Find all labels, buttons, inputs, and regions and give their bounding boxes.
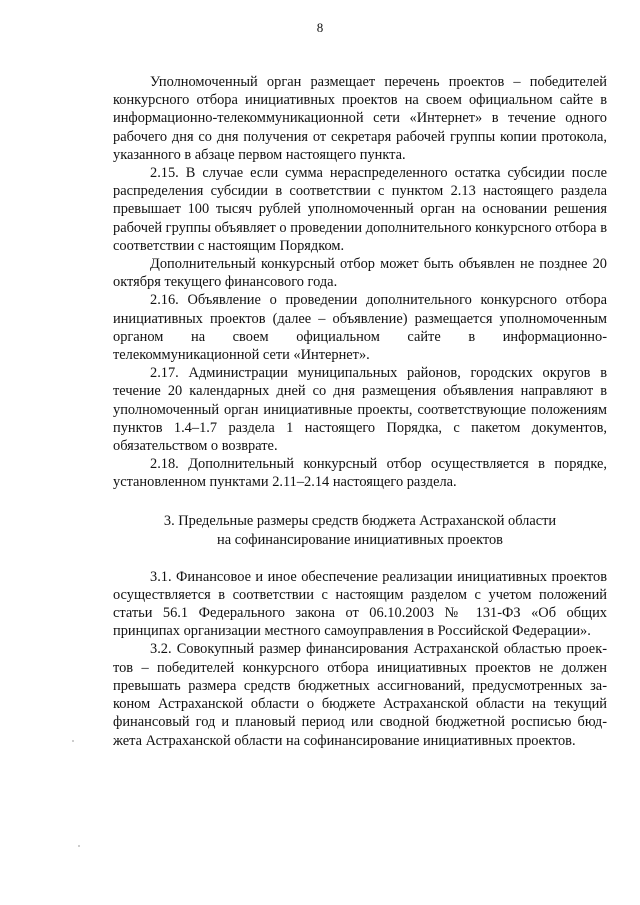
paragraph-2-18: 2.18. Дополнительный конкурсный отбор осуществляется в порядке, установленном пунктами 2.11–2.14 настоящего раздела.	[113, 456, 607, 491]
section-3-heading-line-1: 3. Предельные размеры средств бюджета Астраханской области	[163, 512, 557, 529]
paragraph-publish-list: Уполномоченный орган размещает перечень проектов – победителей конкурсного отбора инициативных проектов на своем официальном сайте в информационно-телекоммуникационной сети «Интернет» в течение одного рабочего дня со дня получения от секретаря рабочей группы копии протокола, указанного в абзаце первом настоящего пункта.	[113, 74, 607, 163]
section-3-heading-line-2: на софинансирование инициативных проектов	[217, 531, 503, 548]
paragraph-additional-deadline: Дополнительный конкурсный отбор может быть объявлен не позднее 20 октября текущего финансового года.	[113, 256, 607, 291]
section-3-heading	[113, 512, 607, 550]
paragraph-2-16: 2.16. Объявление о проведении дополнительного конкурсного отбора инициативных проектов (далее – объявление) размещается уполномоченным органом на своем официальном сайте в информационно-телекоммуникационной сети «Интернет».	[113, 292, 607, 364]
paragraph-3-2: 3.2. Совокупный размер финансирования Астраханской областью проектов – победителей конкурсного отбора инициативных проектов не должен превышать размера средств бюджетных ассигнований, предусмотренных законом Астраханской области о бюджете Астраханской области на текущий финансовый год и плановый период или сводной бюджетной росписью бюджета Астраханской области на софинансирование инициативных проектов.	[113, 641, 607, 749]
paragraph-2-17: 2.17. Администрации муниципальных районов, городских округов в течение 20 календарных дней со дня размещения объявления направляют в уполномоченный орган инициативные проекты, соответствующие положениям пунктов 1.4–1.7 раздела 1 настоящего Порядка, с пакетом документов, обязательством о возврате.	[113, 365, 607, 455]
scan-speck	[72, 740, 74, 742]
paragraph-3-1: 3.1. Финансовое и иное обеспечение реализации инициативных проектов осуществляется в соответствии с настоящим разделом с учетом положений статьи 56.1 Федерального закона от 06.10.2003 № 131-ФЗ «Об общих принципах организации местного самоуправления в Российской Федерации».	[113, 568, 607, 640]
scan-speck	[78, 845, 80, 847]
document-body	[113, 73, 607, 750]
paragraph-2-15: 2.15. В случае если сумма нераспределенного остатка субсидии после распределения субсидии в соответствии с пунктом 2.13 настоящего раздела превышает 100 тысяч рублей уполномоченный орган на основании решения рабочей группы объявляет о проведении дополнительного конкурсного отбора в соответствии с настоящим Порядком.	[113, 165, 607, 254]
page-number: 8	[316, 20, 324, 35]
